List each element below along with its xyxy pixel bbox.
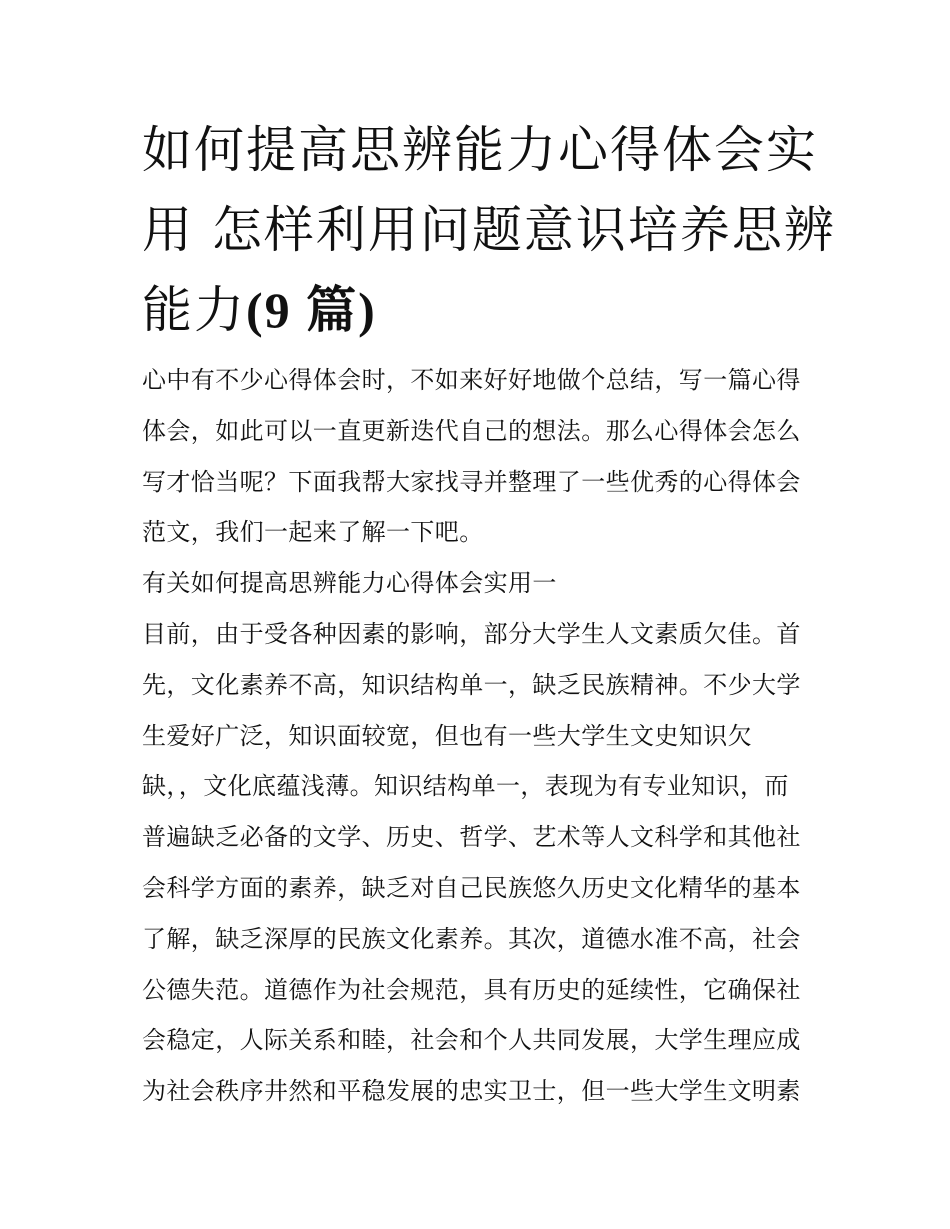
title-line-3-text: 能力 [142, 281, 246, 339]
paragraph-line-4: 缺，，文化底蕴浅薄。知识结构单一，表现为有专业知识，而 [142, 772, 789, 801]
intro-line-3: 写才恰当呢？下面我帮大家找寻并整理了一些优秀的心得体会 [142, 467, 801, 496]
title-line-2: 用 怎样利用问题意识培养思辨 [142, 201, 836, 259]
paragraph-line-7: 了解，缺乏深厚的民族文化素养。其次，道德水准不高，社会 [142, 924, 801, 953]
section-heading: 有关如何提高思辨能力心得体会实用一 [142, 569, 557, 598]
title-line-1: 如何提高思辨能力心得体会实 [142, 121, 818, 179]
intro-line-4: 范文，我们一起来了解一下吧。 [142, 518, 484, 547]
document-title [142, 110, 836, 350]
paragraph-line-1: 目前，由于受各种因素的影响，部分大学生人文素质欠佳。首 [142, 619, 801, 648]
paragraph-line-8: 公德失范。道德作为社会规范，具有历史的延续性，它确保社 [142, 975, 801, 1004]
intro-line-1: 心中有不少心得体会时，不如来好好地做个总结，写一篇心得 [142, 366, 801, 394]
paragraph-line-10: 为社会秩序井然和平稳发展的忠实卫士，但一些大学生文明素 [142, 1077, 801, 1106]
paragraph-line-6: 会科学方面的素养，缺乏对自己民族悠久历史文化精华的基本 [142, 873, 801, 902]
paragraph-line-9: 会稳定，人际关系和睦，社会和个人共同发展，大学生理应成 [142, 1026, 801, 1055]
intro-line-2: 体会，如此可以一直更新迭代自己的想法。那么心得体会怎么 [142, 416, 801, 445]
paragraph-line-3: 生爱好广泛，知识面较宽，但也有一些大学生文史知识欠 [142, 721, 752, 750]
title-count-suffix: (9 篇) [246, 282, 377, 338]
paragraph-line-2: 先，文化素养不高，知识结构单一，缺乏民族精神。不少大学 [142, 670, 801, 699]
paragraph-line-5: 普遍缺乏必备的文学、历史、哲学、艺术等人文科学和其他社 [142, 823, 801, 852]
title-line-3 [142, 270, 822, 350]
document-body [142, 355, 822, 1117]
